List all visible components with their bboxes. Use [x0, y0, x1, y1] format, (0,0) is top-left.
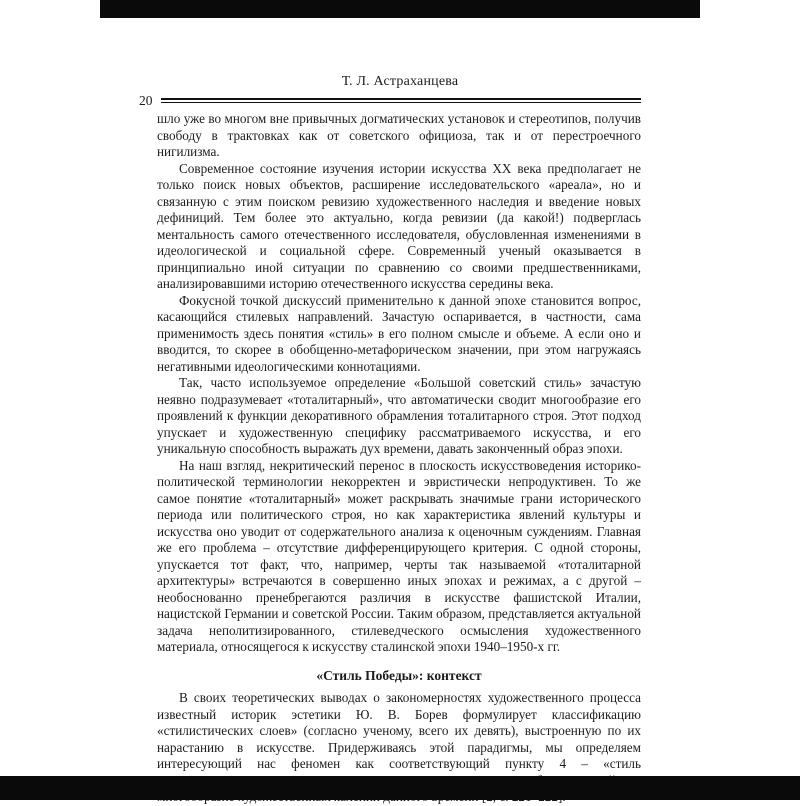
section-heading: «Стиль Победы»: контекст	[316, 667, 482, 683]
paragraph-continued: шло уже во многом вне привычных догматических установок и стереотипов, получив свободу в трактовках как от советского официоза, так и от перестроечного нигилизма.	[157, 111, 641, 159]
top-black-bar	[100, 0, 700, 18]
paragraph: Так, часто используемое определение «Большой советский стиль» зачастую неявно подразумевает «тоталитарный», что автоматически сводит многообразие его проявлений к функции декоративного обрамления тоталитарного строя. Этот подход упускает и художественную специфику рассматриваемого искусства, и его уникальную способность выражать дух времени, давать законченный образ эпохи.	[157, 375, 641, 456]
page-body	[157, 111, 641, 806]
header-rule-thin	[161, 102, 641, 103]
page-number: 20	[139, 93, 153, 108]
bottom-black-bar	[0, 776, 800, 800]
paragraph: В своих теоретических выводах о закономерностях художественного процесса известный историк эстетики Ю. В. Борев формулирует классификацию «стилистических слоев» (согласно ученому, всего их девять), выстроенную по их нарастанию в искусстве. Придерживаясь этой парадигмы, мы определяем интересующий нас феномен как соответствующий пункту 4 – «стиль	[157, 690, 641, 771]
running-title: Т. Л. Астраханцева	[341, 74, 459, 89]
header-rule	[161, 98, 641, 100]
paragraph: Фокусной точкой дискуссий применительно к данной эпохе становится вопрос, касающийся стилевых направлений. Зачастую оспаривается, в частности, сама применимость здесь понятия «стиль» в его полном смысле и объеме. А если оно и вводится, то скорее в обобщенно-метафорическом значении, при этом нагружаясь негативными идеологическими коннотациями.	[157, 292, 641, 374]
paragraph: На наш взгляд, некритический перенос в плоскость искусствоведения историко-политической терминологии некорректен и эвристически непродуктивен. То же самое понятие «тоталитарный» может раскрывать значимые грани исторического периода или политического строя, но как характеристика явлений культуры и искусства оно уводит от содержательного анализа к оценочным суждениям. Главная же его проблема – отсутствие дифференцирующего критерия. С одной стороны, упускается тот факт, что, например, черты так называемой «тоталитарной архитектуры» встречаются в совершенно иных эпохах и режимах, а с другой – необоснованно пренебрегаются различия в искусстве фашистской Италии, нацистской Германии и советской России. Таким образом, представляется актуальной задача неполитизированного, стилеведческого осмысления художественного материала, относящегося к искусству сталинской эпохи 1940–1950-х гг.	[157, 457, 641, 654]
paragraph: Современное состояние изучения истории искусства XX века предполагает не только поиск новых объектов, расширение исследовательского «ареала», но и связанную с этим поиском ревизию художественного наследия и введение новых дефиниций. Тем более это актуально, когда ревизии (да какой!) подверглась ментальность самого отечественного исследователя, обусловленная изменениями в идеологической и социальной сфере. Современный ученый оказывается в принципиально иной ситуации по сравнению со своими предшественниками, анализировавшими историю отечественного искусства середины века.	[157, 160, 641, 291]
